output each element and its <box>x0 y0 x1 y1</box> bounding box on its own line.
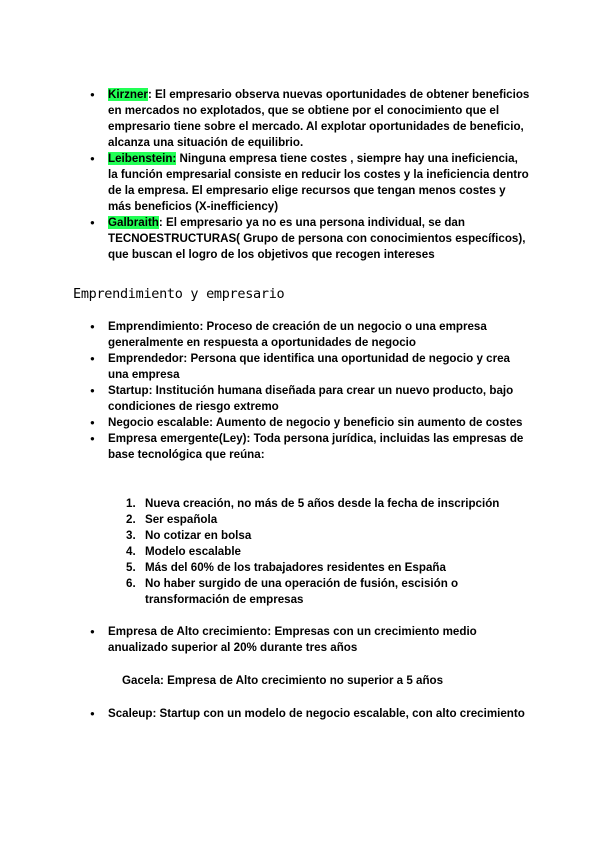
requirement-item <box>0 496 600 512</box>
requirement-item <box>0 512 600 528</box>
list-item-startup: ● Startup: Institución humana diseñada para crear un nuevo producto, bajo condiciones de riesgo extremo <box>0 383 600 415</box>
definitions-list <box>0 319 600 463</box>
list-item-text: El empresario ya no es una persona individual, se dan TECNOESTRUCTURAS( Grupo de persona con conocimientos específicos), que buscan el logro de los objetivos que recogen intereses <box>108 216 526 261</box>
section-heading-wrap <box>0 285 600 303</box>
highlight-galbraith: Galbraith <box>108 216 159 229</box>
growth-section <box>0 624 600 656</box>
separator: : <box>158 216 163 229</box>
requirements-list <box>0 496 600 608</box>
list-item-text: Ninguna empresa tiene costes , siempre hay una ineficiencia, la función empresarial consiste en reducir los costes y la ineficiencia dentro de la empresa. El empresario elige recursos que tengan menos costes y más beneficios (X-inefficiency) <box>108 152 529 213</box>
requirement-number: 2. <box>126 513 136 526</box>
gacela-note: Gacela: Empresa de Alto crecimiento no superior a 5 años <box>122 674 444 687</box>
list-item-emprendimiento: ● Emprendimiento: Proceso de creación de un negocio o una empresa generalmente en respuesta a oportunidades de negocio <box>0 319 600 351</box>
requirements-section <box>0 496 600 608</box>
separator: : <box>147 88 152 101</box>
list-item-alto-crecimiento: ● Empresa de Alto crecimiento: Empresas con un crecimiento medio anualizado superior al 20% durante tres años <box>0 624 600 656</box>
growth-list <box>0 624 600 656</box>
list-item-galbraith <box>0 215 600 263</box>
requirement-text: Nueva creación, no más de 5 años desde la fecha de inscripción <box>145 497 500 510</box>
requirement-text: Ser española <box>145 513 218 526</box>
requirement-item <box>0 560 600 576</box>
requirement-number: 3. <box>126 529 136 542</box>
list-item-negocio-escalable: ● Negocio escalable: Aumento de negocio y beneficio sin aumento de costes <box>0 415 600 431</box>
requirement-text: Modelo escalable <box>145 545 242 558</box>
requirement-text: No cotizar en bolsa <box>145 529 252 542</box>
requirement-text: Más del 60% de los trabajadores residentes en España <box>145 561 446 574</box>
list-item-text: El empresario observa nuevas oportunidades de obtener beneficios en mercados no explotados, que se obtiene por el conocimiento que el empresario tiene sobre el mercado. Al explotar oportunidades de beneficio, alcanza una situación de equilibrio. <box>108 88 530 149</box>
list-item-leibenstein <box>0 151 600 215</box>
theories-section <box>0 87 600 263</box>
requirement-number: 1. <box>126 497 136 510</box>
scaleup-list <box>0 706 600 722</box>
highlight-leibenstein: Leibenstein: <box>108 152 177 165</box>
requirement-number: 5. <box>126 561 136 574</box>
requirement-item <box>0 544 600 560</box>
section-heading: Emprendimiento y empresario <box>73 286 285 302</box>
definitions-section <box>0 319 600 463</box>
gacela-section <box>0 673 600 689</box>
theories-list <box>0 87 600 263</box>
highlight-kirzner: Kirzner <box>108 88 148 101</box>
list-item-kirzner <box>0 87 600 151</box>
requirement-number: 6. <box>126 577 136 590</box>
list-item-empresa-emergente: ● Empresa emergente(Ley): Toda persona jurídica, incluidas las empresas de base tecnológica que reúna: <box>0 431 600 463</box>
requirement-item <box>0 528 600 544</box>
requirement-item <box>0 576 600 608</box>
scaleup-section <box>0 706 600 722</box>
requirement-text: No haber surgido de una operación de fusión, escisión o transformación de empresas <box>145 577 459 606</box>
list-item-emprendedor: ● Emprendedor: Persona que identifica una oportunidad de negocio y crea una empresa <box>0 351 600 383</box>
list-item-scaleup: ● Scaleup: Startup con un modelo de negocio escalable, con alto crecimiento <box>0 706 600 722</box>
requirement-number: 4. <box>126 545 136 558</box>
